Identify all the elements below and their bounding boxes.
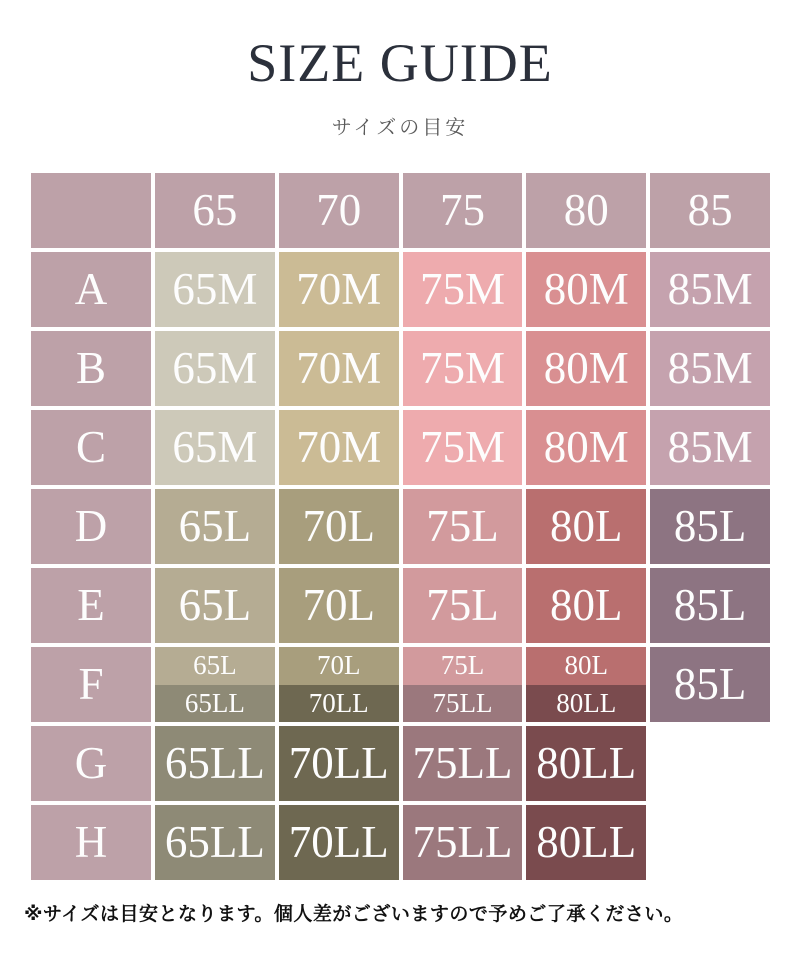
row-label-H: H	[31, 805, 151, 880]
size-cell-80LL: 80LL	[526, 805, 646, 880]
corner-cell	[31, 173, 151, 248]
size-cell-85L: 85L	[650, 647, 770, 722]
size-cell-75L: 75L	[403, 489, 523, 564]
size-cell-65LL: 65LL	[155, 726, 275, 801]
row-label-F: F	[31, 647, 151, 722]
row-label-A: A	[31, 252, 151, 327]
size-cell-85L: 85L	[650, 568, 770, 643]
size-cell-80L: 80L	[526, 489, 646, 564]
size-cell-80M: 80M	[526, 410, 646, 485]
size-cell-75M: 75M	[403, 331, 523, 406]
size-guide-table	[31, 173, 770, 880]
page-subtitle: サイズの目安	[331, 117, 469, 139]
size-cell-65M: 65M	[155, 252, 275, 327]
size-cell-80M: 80M	[526, 252, 646, 327]
size-cell-85M: 85M	[650, 410, 770, 485]
footer-note: ※サイズは目安となります。個人差がございますので予めご了承ください。	[24, 904, 684, 925]
size-cell-65LL: 65LL	[155, 805, 275, 880]
page-title: SIZE GUIDE	[247, 33, 553, 93]
size-cell-75LL: 75LL	[403, 726, 523, 801]
row-label-B: B	[31, 331, 151, 406]
size-cell-70L: 70L	[279, 568, 399, 643]
size-cell-75L: 75L	[403, 568, 523, 643]
row-label-C: C	[31, 410, 151, 485]
row-label-E: E	[31, 568, 151, 643]
size-cell-75L: 75L	[403, 647, 523, 685]
band-header-80: 80	[526, 173, 646, 248]
empty-cell	[650, 805, 770, 880]
size-cell-70M: 70M	[279, 252, 399, 327]
size-cell-65LL: 65LL	[155, 685, 275, 723]
size-cell-70L: 70L	[279, 489, 399, 564]
size-cell-65L: 65L	[155, 568, 275, 643]
size-cell-75LL: 75LL	[403, 685, 523, 723]
size-cell-65M: 65M	[155, 331, 275, 406]
size-cell-70M: 70M	[279, 331, 399, 406]
size-cell-75M: 75M	[403, 252, 523, 327]
size-cell-70LL: 70LL	[279, 726, 399, 801]
band-header-65: 65	[155, 173, 275, 248]
size-cell-80L: 80L	[526, 568, 646, 643]
size-cell-80M: 80M	[526, 331, 646, 406]
band-header-70: 70	[279, 173, 399, 248]
size-cell-70L-70LL	[279, 647, 399, 722]
band-header-75: 75	[403, 173, 523, 248]
band-header-85: 85	[650, 173, 770, 248]
size-cell-70LL: 70LL	[279, 805, 399, 880]
size-cell-75M: 75M	[403, 410, 523, 485]
size-cell-65L: 65L	[155, 647, 275, 685]
size-cell-70L: 70L	[279, 647, 399, 685]
size-cell-85M: 85M	[650, 331, 770, 406]
size-cell-85M: 85M	[650, 252, 770, 327]
size-cell-65L-65LL	[155, 647, 275, 722]
size-cell-70M: 70M	[279, 410, 399, 485]
size-cell-80LL: 80LL	[526, 726, 646, 801]
size-cell-75LL: 75LL	[403, 805, 523, 880]
empty-cell	[650, 726, 770, 801]
size-cell-80L: 80L	[526, 647, 646, 685]
size-cell-80L-80LL	[526, 647, 646, 722]
size-cell-65L: 65L	[155, 489, 275, 564]
row-label-D: D	[31, 489, 151, 564]
row-label-G: G	[31, 726, 151, 801]
size-cell-65M: 65M	[155, 410, 275, 485]
size-cell-70LL: 70LL	[279, 685, 399, 723]
size-cell-85L: 85L	[650, 489, 770, 564]
size-cell-75L-75LL	[403, 647, 523, 722]
size-cell-80LL: 80LL	[526, 685, 646, 723]
